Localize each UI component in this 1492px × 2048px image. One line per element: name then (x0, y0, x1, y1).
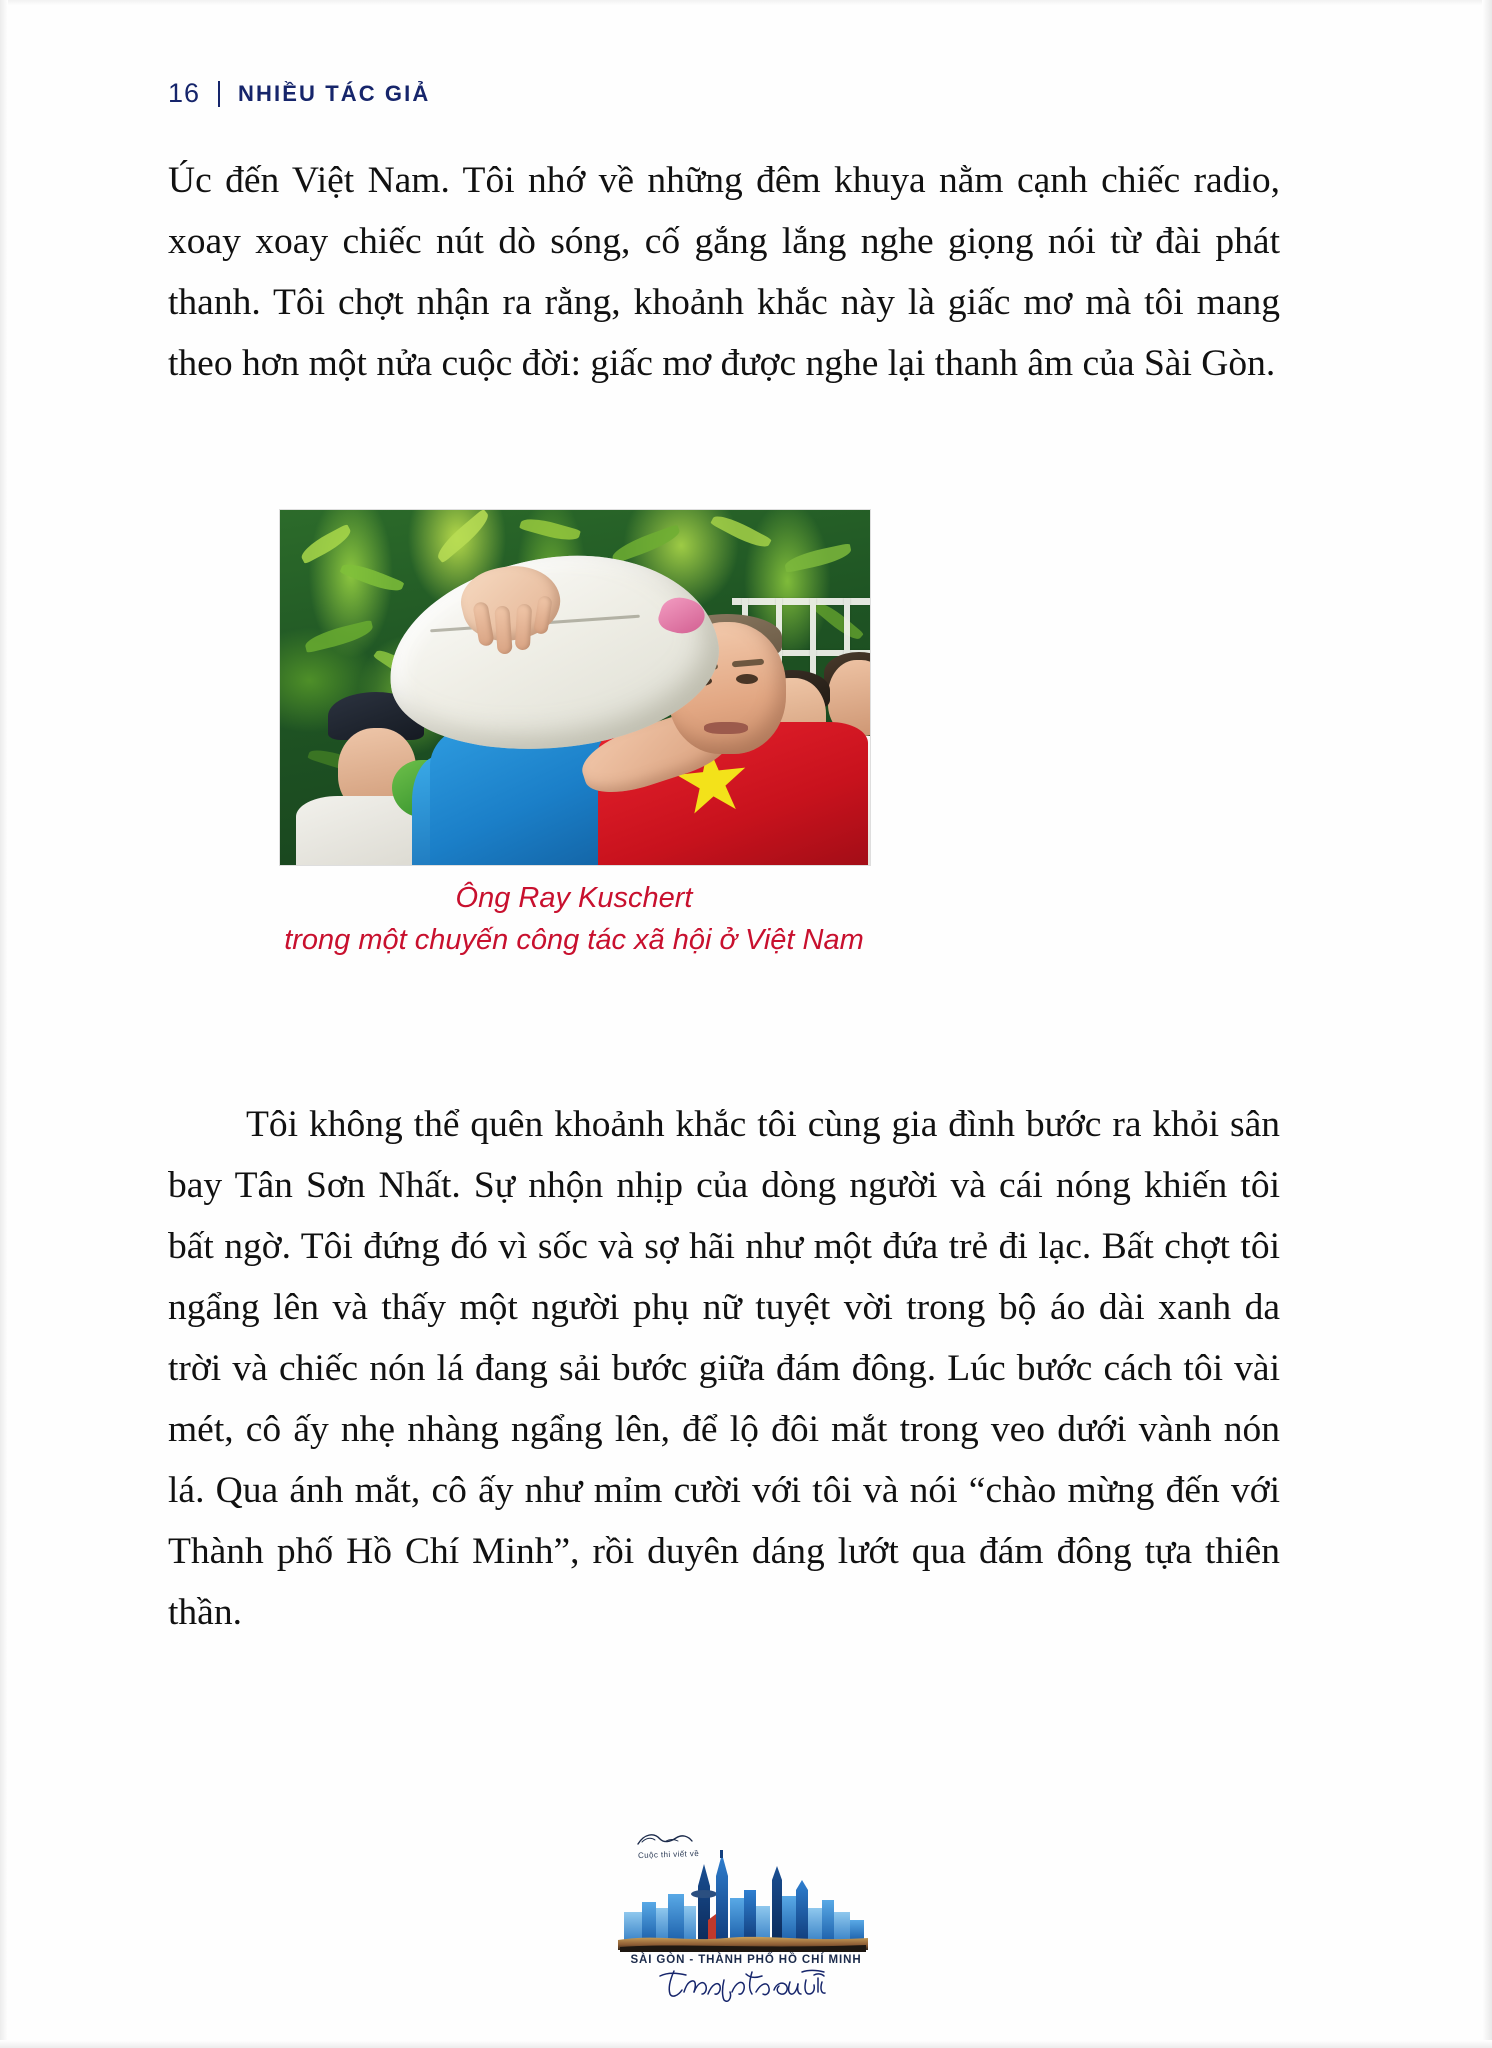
running-head (168, 78, 430, 109)
photo-ray-kuschert (280, 510, 870, 865)
logo-name: SÀI GÒN - THÀNH PHỐ HỒ CHÍ MINH (630, 1954, 862, 1966)
footer-logo (616, 1828, 876, 2003)
figure-caption (194, 877, 954, 961)
page-edge-left (0, 0, 8, 2048)
finger (515, 604, 532, 651)
paragraph-one-text: Úc đến Việt Nam. Tôi nhớ về những đêm khuya nằm cạnh chiếc radio, xoay xoay chiếc nút dò sóng, cố gắng lắng nghe giọng nói từ đài phát thanh. Tôi chợt nhận ra rằng, khoảnh khắc này là giấc mơ mà tôi mang theo hơn một nửa cuộc đời: giấc mơ được nghe lại thanh âm của Sài Gòn. (168, 160, 1280, 384)
logo-tagline: Cuộc thi viết về (637, 1848, 700, 1861)
page-number: 16 (168, 78, 201, 108)
page-edge-right (1482, 0, 1492, 2048)
running-head-title: NHIỀU TÁC GIẢ (238, 80, 431, 106)
figure-block (280, 510, 870, 961)
paragraph-one (168, 150, 1280, 394)
logo-script-thanh-pho-cua-toi (616, 1968, 876, 2002)
hcmc-skyline-illustration (616, 1850, 876, 1954)
subject-mouth (704, 722, 748, 734)
bird-brushstroke-icon (636, 1830, 694, 1850)
page-content (168, 0, 1318, 2048)
figure-caption-line-2: trong một chuyến công tác xã hội ở Việt Nam (284, 924, 864, 956)
running-head-divider (218, 81, 220, 107)
subject-eye (736, 674, 758, 684)
paragraph-two (168, 1094, 1280, 1643)
figure-caption-line-1: Ông Ray Kuschert (455, 882, 693, 914)
paragraph-two-text: Tôi không thể quên khoảnh khắc tôi cùng gia đình bước ra khỏi sân bay Tân Sơn Nhất. Sự nhộn nhịp của dòng người và cái nóng khiến tôi bất ngờ. Tôi đứng đó vì sốc và sợ hãi như một đứa trẻ đi lạc. Bất chợt tôi ngẩng lên và thấy một người phụ nữ tuyệt vời trong bộ áo dài xanh da trời và chiếc nón lá đang sải bước giữa đám đông. Lúc bước cách tôi vài mét, cô ấy nhẹ nhàng ngẩng lên, để lộ đôi mắt trong veo dưới vành nón lá. Qua ánh mắt, cô ấy như mỉm cười với tôi và nói “chào mừng đến với Thành phố Hồ Chí Minh”, rồi duyên dáng lướt qua đám đông tựa thiên thần. (168, 1104, 1280, 1633)
